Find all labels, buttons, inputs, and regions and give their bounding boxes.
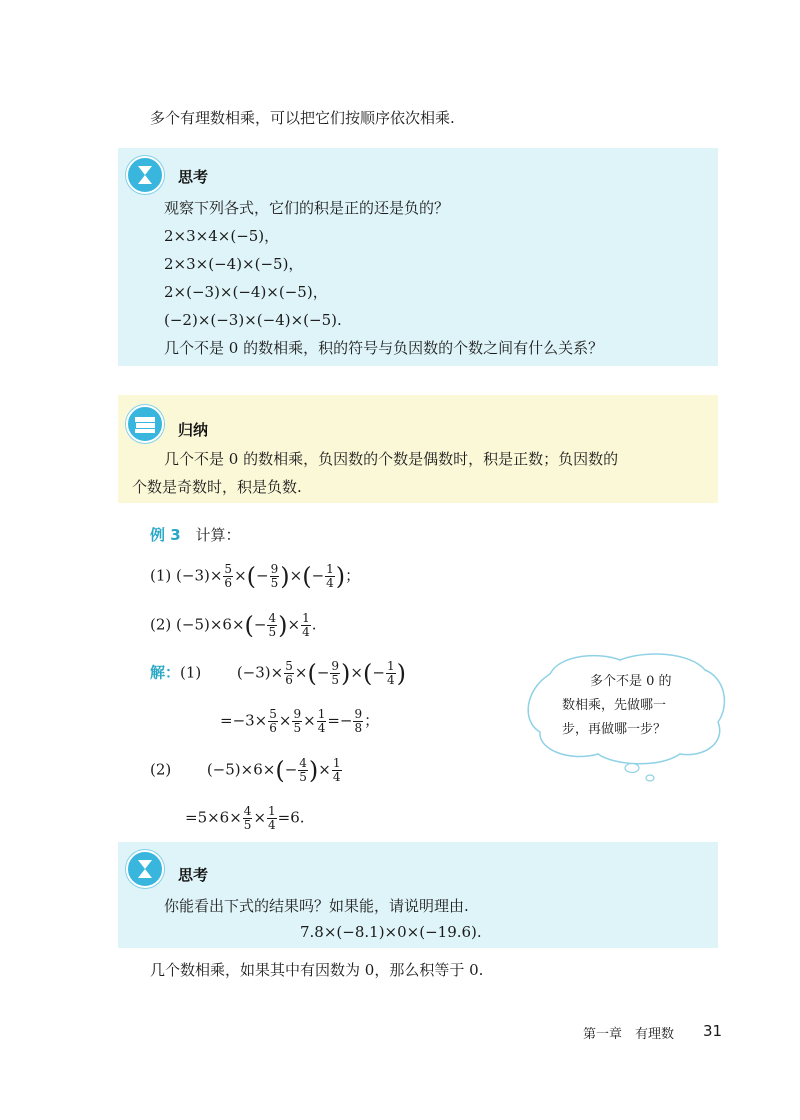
fraction: $\frac{1}{4}$ bbox=[326, 562, 334, 590]
problem-1: (1) (−3)× $\frac{5}{6}$ ×(− $\frac{9}{5}$ )×(− $\frac{1}{4}$ )； bbox=[150, 562, 361, 591]
fraction: $\frac{1}{4}$ bbox=[386, 659, 395, 687]
summary-box bbox=[118, 395, 718, 503]
bubble-line-3: 步，再做哪一步？ bbox=[562, 722, 667, 737]
think-title: 思考 bbox=[178, 168, 209, 186]
fraction: $\frac{1}{4}$ bbox=[317, 707, 326, 735]
think-prompt: 你能看出下式的结果吗？如果能，请说明理由. bbox=[164, 897, 469, 915]
conclusion-text: 几个数相乘，如果其中有因数为 0，那么积等于 0. bbox=[150, 961, 484, 979]
summary-line-2: 个数是奇数时，积是负数. bbox=[132, 478, 302, 496]
solution-2-line-1: (2) (−5)×6×(− $\frac{4}{5}$ )× $\frac{1}{4}$ bbox=[150, 756, 341, 785]
fraction: $\frac{1}{4}$ bbox=[302, 611, 310, 639]
solution-label: 解： bbox=[150, 663, 181, 682]
expression-4: (−2)×(−3)×(−4)×(−5). bbox=[164, 311, 342, 329]
fraction: $\frac{5}{6}$ bbox=[224, 562, 233, 590]
fraction: $\frac{5}{6}$ bbox=[285, 659, 293, 687]
example-header bbox=[150, 525, 240, 545]
fraction: $\frac{9}{5}$ bbox=[270, 562, 279, 590]
summary-line-1: 几个不是 0 的数相乘，负因数的个数是偶数时，积是正数；负因数的 bbox=[164, 450, 619, 468]
hourglass-icon bbox=[126, 850, 164, 888]
example-task: 计算： bbox=[195, 526, 241, 544]
page-number: 31 bbox=[703, 1022, 723, 1040]
hourglass-icon bbox=[126, 156, 164, 194]
bubble-line-2: 数相乘，先做哪一 bbox=[562, 698, 667, 713]
bubble-line-1: 多个不是 0 的 bbox=[590, 674, 672, 689]
think-expression: 7.8×(−8.1)×0×(−19.6). bbox=[300, 923, 482, 941]
expression-1: 2×3×4×(−5)， bbox=[164, 227, 280, 245]
chapter-label: 第一章 有理数 bbox=[583, 1027, 675, 1042]
fraction: $\frac{9}{5}$ bbox=[331, 659, 340, 687]
think-question: 几个不是 0 的数相乘，积的符号与负因数的个数之间有什么关系？ bbox=[164, 339, 604, 357]
summary-title: 归纳 bbox=[178, 421, 209, 439]
fraction: $\frac{1}{4}$ bbox=[332, 756, 341, 784]
fraction: $\frac{4}{5}$ bbox=[243, 804, 252, 832]
solution-1-line-1: 解：(1) (−3)× $\frac{5}{6}$ ×(− $\frac{9}{5}$ )×(− $\frac{1}{4}$ ) bbox=[150, 659, 406, 688]
expression-2: 2×3×(−4)×(−5)， bbox=[164, 255, 304, 273]
fraction: $\frac{4}{5}$ bbox=[299, 756, 307, 784]
fraction: $\frac{9}{5}$ bbox=[293, 707, 302, 735]
think-prompt: 观察下列各式，它们的积是正的还是负的？ bbox=[164, 199, 450, 217]
intro-text: 多个有理数相乘，可以把它们按顺序依次相乘. bbox=[150, 109, 455, 127]
example-label: 例 3 bbox=[150, 526, 181, 544]
fraction: $\frac{1}{4}$ bbox=[268, 804, 276, 832]
expression-3: 2×(−3)×(−4)×(−5)， bbox=[164, 283, 328, 301]
fraction: $\frac{4}{5}$ bbox=[268, 611, 277, 639]
books-icon bbox=[126, 405, 164, 443]
think-title: 思考 bbox=[178, 866, 209, 884]
think-box-1 bbox=[118, 148, 718, 366]
fraction: $\frac{9}{8}$ bbox=[354, 707, 363, 735]
think-box-2 bbox=[118, 842, 718, 948]
thought-bubble bbox=[520, 650, 732, 784]
problem-2: (2) (−5)×6×(− $\frac{4}{5}$ )× $\frac{1}{4}$ . bbox=[150, 611, 317, 640]
fraction: $\frac{5}{6}$ bbox=[269, 707, 277, 735]
solution-2-line-2: =5×6× $\frac{4}{5}$ × $\frac{1}{4}$ =6. bbox=[185, 804, 305, 832]
solution-1-line-2: =−3× $\frac{5}{6}$ × $\frac{9}{5}$ × $\frac{1}{4}$ =− $\frac{9}{8}$ ； bbox=[220, 707, 380, 735]
